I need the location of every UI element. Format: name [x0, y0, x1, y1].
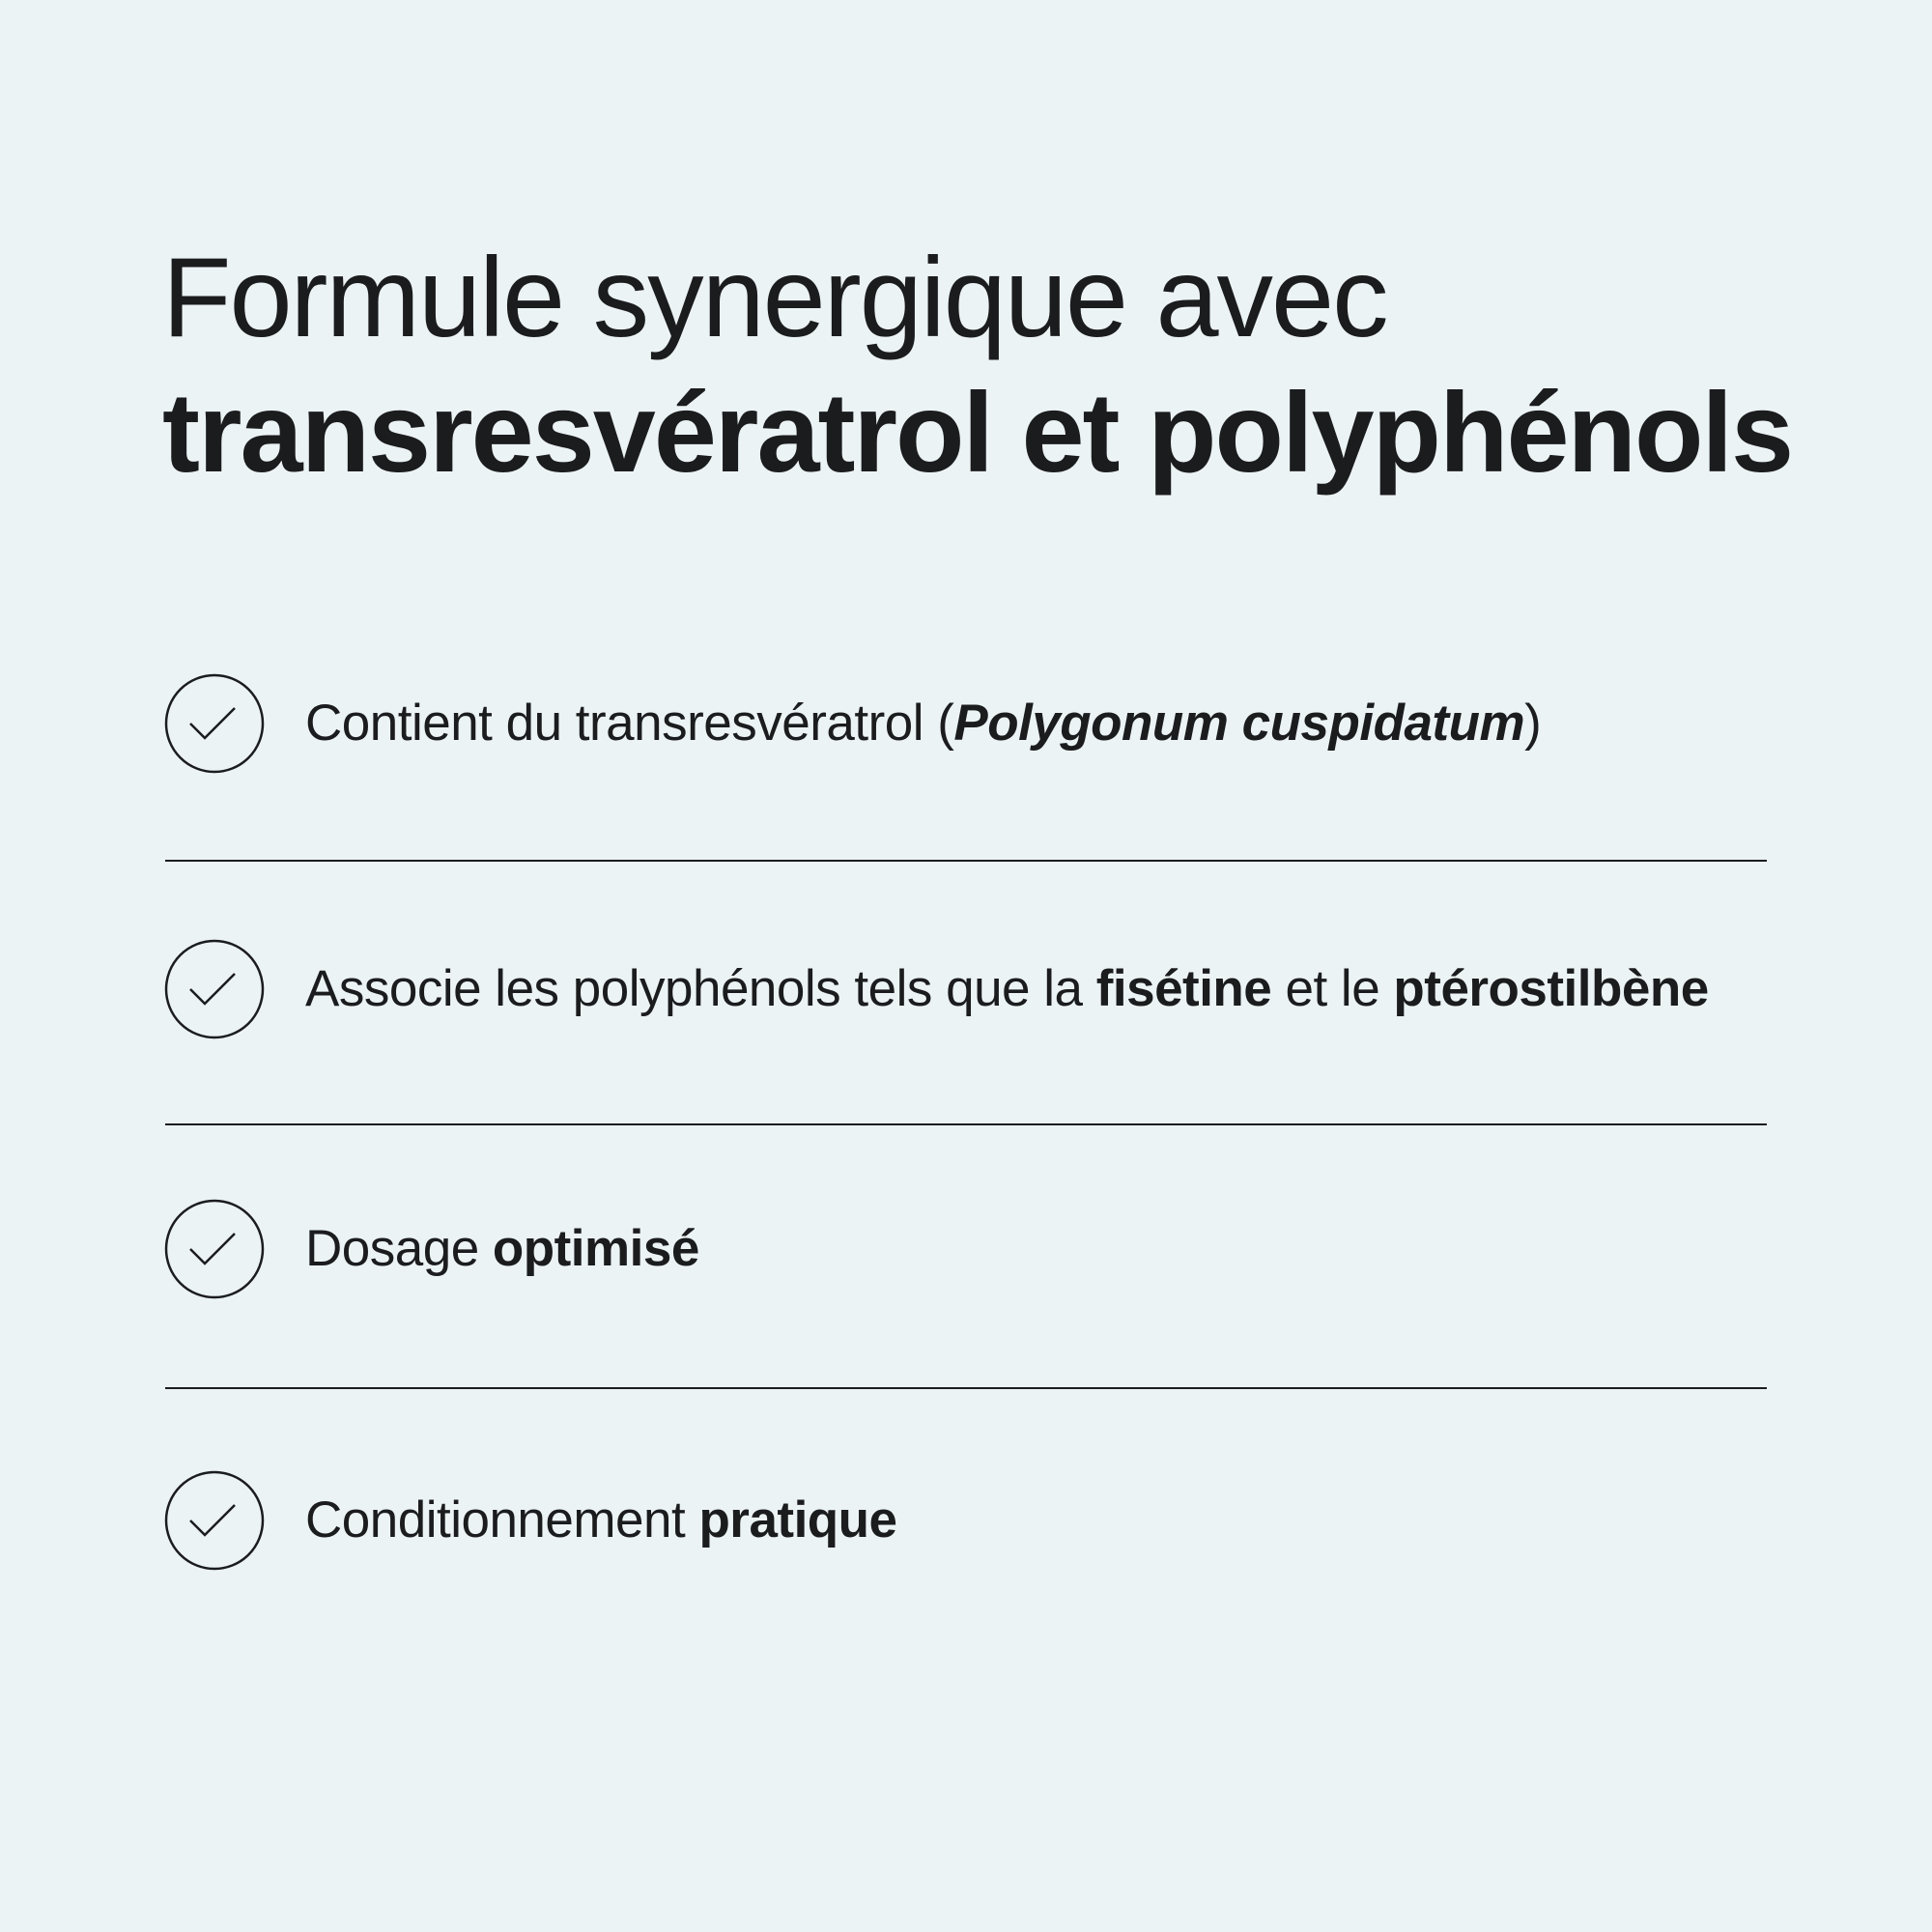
headline-line-1: Formule synergique avec — [162, 234, 1387, 360]
check-circle-icon — [164, 673, 265, 774]
latin-name: Polygonum cuspidatum — [953, 695, 1525, 752]
check-circle-icon — [164, 939, 265, 1039]
benefit-item-3 — [164, 1199, 1806, 1299]
divider-1 — [165, 860, 1767, 862]
check-circle-icon — [164, 1199, 265, 1299]
benefit-item-4 — [164, 1470, 1806, 1571]
divider-3 — [165, 1387, 1767, 1389]
headline-line-2: transresvératrol et polyphénols — [162, 369, 1793, 496]
check-circle-icon — [164, 1470, 265, 1571]
benefit-item-2 — [164, 939, 1806, 1039]
divider-2 — [165, 1123, 1767, 1125]
benefit-text-2: Associe les polyphénols tels que la fisétine et le ptérostilbène — [305, 960, 1709, 1017]
benefit-text-3: Dosage optimisé — [305, 1220, 699, 1277]
benefit-text-1: Contient du transresvératrol (Polygonum cuspidatum) — [305, 695, 1542, 752]
benefit-text-4: Conditionnement pratique — [305, 1492, 897, 1548]
benefit-item-1 — [164, 673, 1806, 774]
headline — [162, 230, 1804, 500]
